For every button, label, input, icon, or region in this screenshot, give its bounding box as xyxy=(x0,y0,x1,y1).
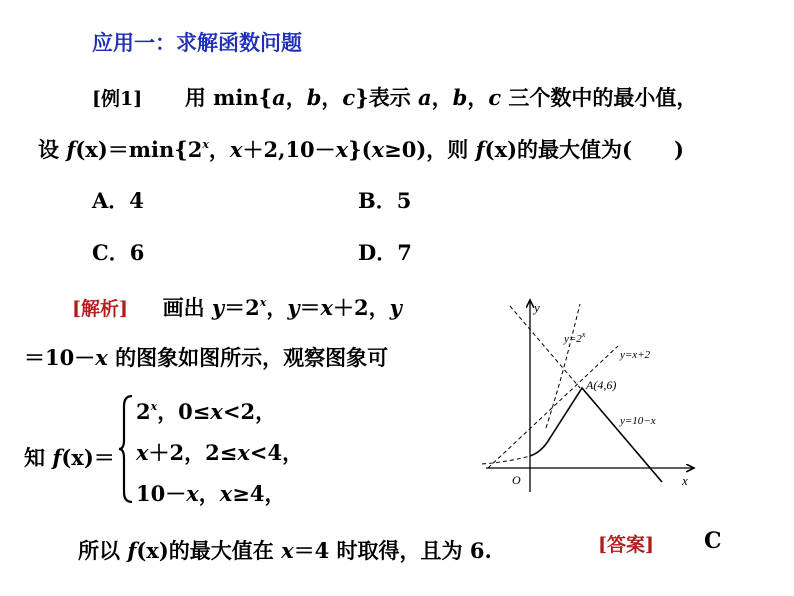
analysis-line-2: ＝10－x 的图象如图所示，观察图象可 xyxy=(24,345,389,370)
y-axis-label: y xyxy=(534,300,540,315)
example-tag: [例1] xyxy=(92,88,143,110)
answer-value: C xyxy=(704,528,722,554)
example-line-1: [例1] 用 min{a，b，c}表示 a，b，c 三个数中的最小值， xyxy=(92,85,698,110)
line2-label: y=10−x xyxy=(620,415,656,427)
analysis-line-1: [解析] 画出 $y=2^x$，y＝x＋2，y xyxy=(72,295,402,320)
point-a-label: A(4,6) xyxy=(586,378,617,392)
option-d[interactable]: D．7 xyxy=(358,240,412,265)
piecewise-case-3: 10－x，x≥4， xyxy=(136,481,286,506)
origin-label: O xyxy=(512,473,521,487)
analysis-tag: [解析] xyxy=(72,298,128,320)
x-axis-label: x xyxy=(682,473,688,488)
option-b[interactable]: B．5 xyxy=(358,188,412,213)
piecewise-case-2: x＋2，2≤x<4， xyxy=(136,440,304,465)
option-a[interactable]: A．4 xyxy=(92,188,144,213)
line1-label: y=x+2 xyxy=(620,349,651,361)
answer-tag: [答案] xyxy=(598,534,654,556)
exp-label: $y=2^x$ xyxy=(564,330,586,345)
piecewise-case-1: 2$^x$，0≤x<2， xyxy=(136,399,277,424)
curve-exp-left xyxy=(482,456,530,464)
example-line-2: 设 $f(x)=\min\{2^x$，x＋2,10－x}(x≥0)，则 f(x)的最大值为( ) xyxy=(38,137,684,162)
piecewise-lhs: 知 f(x)＝ xyxy=(24,445,115,470)
function-graph xyxy=(472,292,702,497)
option-c[interactable]: C．6 xyxy=(92,240,145,265)
left-brace-icon xyxy=(118,394,134,504)
conclusion-line: 所以 f(x)的最大值在 x＝4 时取得，且为 6. xyxy=(78,538,492,563)
section-title: 应用一：求解函数问题 xyxy=(92,30,302,55)
